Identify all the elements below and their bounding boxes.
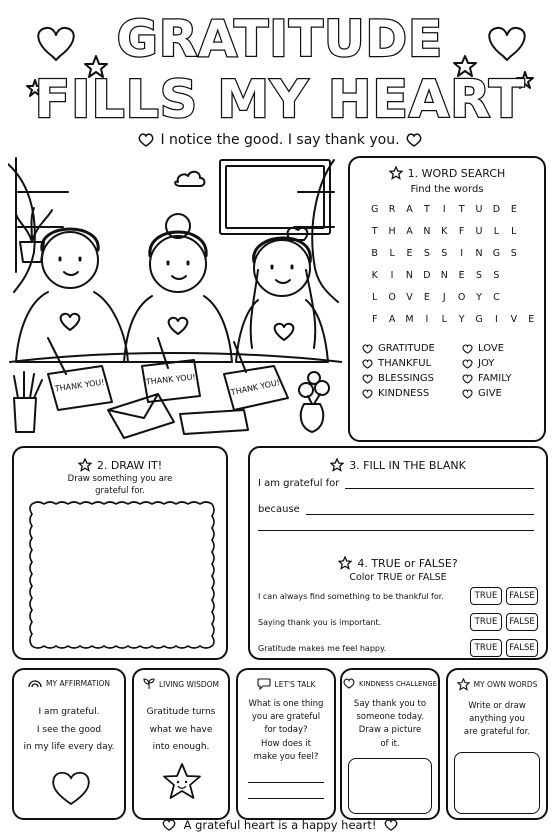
word-list-item (362, 373, 462, 384)
fill-row-1 (258, 478, 534, 489)
word-list (362, 343, 532, 399)
draw-it-title: 2. DRAW IT! (96, 458, 163, 472)
word-search-cell[interactable]: Y (458, 314, 465, 325)
word-list-item (462, 388, 532, 399)
word-list-label: BLESSINGS (378, 373, 434, 384)
word-list-label: LOVE (478, 343, 505, 354)
word-list-item (462, 343, 532, 354)
subtitle-text: I notice the good. I say thank you. (160, 132, 400, 148)
sprout-icon (143, 678, 155, 690)
heart-icon (275, 324, 294, 340)
word-search-cell[interactable]: T (458, 204, 465, 215)
word-search-cell[interactable]: I (442, 204, 446, 215)
title-line-1: GRATITUDE (116, 10, 444, 68)
word-search-cell[interactable]: T (423, 204, 430, 215)
word-search-cell[interactable]: A (406, 226, 413, 237)
heart-icon (362, 389, 373, 399)
true-false-row (258, 612, 538, 632)
word-search-title: 1. WORD SEARCH (407, 166, 506, 180)
word-search-cell[interactable]: T (371, 226, 378, 237)
rainbow-icon (28, 678, 42, 688)
word-search-cell[interactable]: D (423, 270, 431, 281)
draw-it-sub-2: grateful for. (95, 486, 145, 496)
fill-line-2[interactable] (306, 514, 534, 515)
fill-prompt-1: I am grateful for (258, 478, 340, 489)
word-search-cell[interactable]: G (492, 248, 501, 259)
star-icon (330, 458, 344, 472)
word-search-cell[interactable]: J (442, 292, 446, 303)
word-list-item (362, 358, 462, 369)
true-false-statement: I can always find something to be thankful for. (258, 591, 444, 601)
word-search-cell[interactable]: I (425, 314, 429, 325)
word-search-cell[interactable]: E (458, 270, 465, 281)
word-search-cell[interactable]: O (457, 292, 466, 303)
word-search-cell[interactable] (523, 248, 540, 260)
word-search-cell[interactable]: Y (476, 292, 482, 303)
thank-you-card-1: THANK YOU! (54, 377, 106, 394)
heart-icon (343, 678, 355, 689)
fill-in-section (248, 446, 548, 660)
word-search-cell[interactable]: S (423, 248, 430, 259)
word-search-cell[interactable]: N (423, 226, 431, 237)
star-icon (457, 678, 470, 691)
children-illustration (8, 152, 342, 442)
wisdom-heading: LIVING WISDOM (134, 678, 228, 690)
word-search-cell[interactable]: E (406, 248, 413, 259)
heart-icon (384, 819, 398, 831)
heart-icon (162, 819, 176, 831)
true-false-row (258, 638, 538, 658)
word-search-subheading: Find the words (410, 184, 484, 195)
fill-prompt-2: because (258, 504, 300, 515)
word-search-cell[interactable]: A (406, 204, 413, 215)
talk-card (236, 668, 336, 820)
word-search-cell[interactable]: E (528, 314, 535, 325)
draw-it-section (12, 446, 228, 660)
word-search-cell[interactable]: D (492, 204, 501, 215)
kindness-card (340, 668, 440, 820)
word-search-cell[interactable]: N (440, 270, 448, 281)
wisdom-card (132, 668, 230, 820)
false-button[interactable]: FALSE (506, 639, 538, 657)
word-search-cell[interactable]: L (372, 292, 378, 303)
fill-row-2 (258, 504, 534, 515)
word-search-cell[interactable]: N (475, 248, 483, 259)
true-button[interactable]: TRUE (470, 613, 502, 631)
word-search-cell[interactable]: L (389, 248, 395, 259)
word-search-cell[interactable]: S (510, 248, 517, 259)
thank-you-card-2: THANK YOU! (145, 372, 197, 387)
word-search-cell[interactable]: K (371, 270, 378, 281)
own-words-box[interactable] (454, 752, 540, 814)
word-search-cell[interactable]: S (441, 248, 448, 259)
word-search-cell[interactable] (505, 292, 522, 304)
own-words-text: Write or draw anything you are grateful for. (463, 701, 531, 738)
heart-icon (138, 133, 154, 147)
word-search-cell[interactable] (523, 292, 540, 304)
word-search-cell[interactable]: S (476, 270, 483, 281)
word-search-cell[interactable]: U (475, 204, 483, 215)
word-list-label: GRATITUDE (378, 343, 435, 354)
own-words-heading: MY OWN WORDS (448, 678, 546, 691)
word-search-cell[interactable]: E (510, 204, 517, 215)
word-search-grid (366, 204, 540, 326)
true-false-statement: Saying thank you is important. (258, 617, 382, 627)
word-list-item (362, 343, 462, 354)
fill-line-1[interactable] (345, 488, 534, 489)
drawing-area[interactable] (24, 500, 218, 650)
word-search-cell[interactable]: G (371, 204, 379, 215)
word-search-cell[interactable]: K (441, 226, 448, 237)
word-list-item (462, 373, 532, 384)
heart-icon (362, 344, 373, 354)
word-search-cell[interactable]: B (371, 248, 378, 259)
footer-text: A grateful heart is a happy heart! (183, 818, 377, 832)
true-false-subheading: Color TRUE or FALSE (349, 572, 447, 583)
true-false-statement: Gratitude makes me feel happy. (258, 643, 387, 653)
word-search-cell[interactable]: F (371, 314, 378, 325)
word-search-cell[interactable]: G (475, 314, 483, 325)
word-search-cell[interactable]: F (458, 226, 465, 237)
heart-icon (462, 344, 473, 354)
heart-icon (462, 389, 473, 399)
heart-icon (362, 374, 373, 384)
word-search-cell[interactable]: C (493, 292, 500, 303)
title-line-2: FILLS MY HEART (34, 70, 526, 130)
draw-it-heading (14, 458, 226, 472)
wisdom-text: Gratitude turns what we have into enough. (146, 707, 216, 753)
heart-icon (462, 359, 473, 369)
word-list-label: THANKFUL (378, 358, 432, 369)
heart-icon (169, 318, 188, 334)
star-icon (338, 556, 352, 570)
answer-line-1[interactable] (248, 782, 324, 783)
word-search-cell[interactable]: M (405, 314, 414, 325)
affirmation-heading: MY AFFIRMATION (14, 678, 124, 688)
speech-bubble-icon (257, 678, 271, 690)
word-search-cell[interactable] (505, 270, 522, 282)
affirmation-card (12, 668, 126, 820)
heart-icon (61, 314, 80, 330)
answer-line-2[interactable] (248, 798, 324, 799)
word-list-label: JOY (478, 358, 495, 369)
word-search-cell[interactable]: A (388, 314, 396, 325)
word-search-cell[interactable]: I (460, 248, 464, 259)
talk-heading: LET'S TALK (238, 678, 334, 690)
true-button[interactable]: TRUE (470, 587, 502, 605)
word-list-label: GIVE (478, 388, 502, 399)
affirmation-text: I am grateful. I see the good in my life every day. (23, 707, 115, 753)
star-icon (389, 166, 403, 180)
true-button[interactable]: TRUE (470, 639, 502, 657)
word-search-cell[interactable]: L (441, 314, 447, 325)
true-false-row (258, 586, 538, 606)
word-search-cell[interactable]: R (388, 204, 396, 215)
fill-row-3 (258, 530, 534, 531)
talk-text: What is one thing you are grateful for today? How does it make you feel? (248, 699, 324, 762)
false-button[interactable]: FALSE (506, 587, 538, 605)
word-search-cell[interactable]: L (511, 226, 517, 237)
heart-icon (362, 359, 373, 369)
kindness-drawing-box[interactable] (348, 758, 432, 814)
word-search-cell[interactable]: L (493, 226, 500, 237)
thank-you-card-3: THANK YOU! (230, 377, 281, 398)
word-list-item (362, 388, 462, 399)
true-false-title: 4. TRUE or FALSE? (357, 556, 458, 570)
word-search-cell[interactable]: I (495, 314, 498, 325)
fill-in-heading (250, 458, 546, 472)
word-search-cell[interactable] (523, 270, 540, 282)
smiling-star-icon (162, 762, 202, 802)
word-search-heading (350, 166, 544, 180)
fill-line-3[interactable] (258, 530, 534, 531)
fill-in-title: 3. FILL IN THE BLANK (349, 458, 466, 472)
word-search-cell[interactable]: N (405, 270, 414, 281)
word-search-cell[interactable]: H (388, 226, 396, 237)
word-search-cell[interactable]: E (423, 292, 430, 303)
true-false-heading (250, 556, 546, 570)
subtitle (0, 132, 560, 148)
word-list-label: KINDNESS (378, 388, 430, 399)
word-search-cell[interactable]: V (406, 292, 413, 303)
word-search-cell[interactable]: O (388, 292, 396, 303)
word-list-label: FAMILY (478, 373, 512, 384)
false-button[interactable]: FALSE (506, 613, 538, 631)
word-search-cell[interactable]: I (390, 270, 394, 281)
word-search-cell[interactable]: S (493, 270, 500, 281)
heart-icon (50, 768, 92, 806)
star-icon (78, 458, 92, 472)
heart-icon (406, 133, 422, 147)
footer (0, 818, 560, 832)
own-words-card (446, 668, 548, 820)
kindness-heading: KINDNESS CHALLENGE (342, 678, 438, 689)
word-search-cell[interactable] (523, 226, 540, 238)
word-search-cell[interactable]: V (510, 314, 518, 325)
draw-it-sub-1: Draw something you are (67, 474, 173, 484)
word-list-item (462, 358, 532, 369)
heart-icon (462, 374, 473, 384)
kindness-text: Say thank you to someone today. Draw a picture of it. (353, 699, 427, 749)
word-search-cell[interactable] (523, 204, 540, 216)
word-search-section (348, 156, 546, 442)
word-search-cell[interactable]: U (475, 226, 483, 237)
